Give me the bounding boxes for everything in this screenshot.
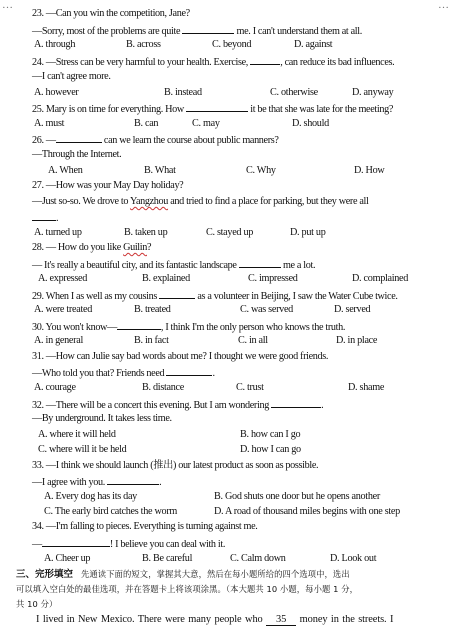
option-c[interactable]: C. Calm down bbox=[230, 553, 286, 564]
option-a[interactable]: A. however bbox=[34, 87, 79, 98]
option-b[interactable]: B. treated bbox=[134, 304, 171, 315]
question-31-response: —Who told you that? Friends need . bbox=[32, 368, 215, 379]
question-28-response: — It's really a beautiful city, and its fantastic landscape me a lot. bbox=[32, 260, 316, 271]
option-d[interactable]: D. How bbox=[354, 165, 385, 176]
option-b[interactable]: B. taken up bbox=[124, 227, 168, 238]
option-c[interactable]: C. trust bbox=[236, 382, 264, 393]
section-instructions: 先通读下面的短文，掌握其大意，然后在每小题所给的四个选项中，选出 bbox=[81, 569, 350, 579]
option-c[interactable]: C. impressed bbox=[248, 273, 298, 284]
section-3-heading bbox=[16, 568, 350, 581]
option-d[interactable]: D. served bbox=[334, 304, 371, 315]
answer-blank[interactable] bbox=[186, 102, 248, 112]
question-24-stem: 24. —Stress can be very harmful to your health. Exercise, , can reduce its bad influences. bbox=[32, 57, 395, 68]
option-a[interactable]: A. must bbox=[34, 118, 65, 129]
option-d[interactable]: D. how I can go bbox=[240, 444, 301, 455]
question-32-response: —By underground. It takes less time. bbox=[32, 413, 172, 424]
question-34-stem: 34. —I'm falling to pieces. Everything is turning against me. bbox=[32, 521, 258, 532]
option-b[interactable]: B. how can I go bbox=[240, 429, 301, 440]
section-instructions-end: 共 10 分） bbox=[16, 599, 58, 609]
question-32-stem: 32. —There will be a concert this evening. But I am wondering . bbox=[32, 400, 324, 411]
answer-blank[interactable] bbox=[239, 258, 281, 268]
option-a[interactable]: A. Every dog has its day bbox=[44, 491, 137, 502]
question-30-stem: 30. You won't know— , I think I'm the only person who knows the truth. bbox=[32, 322, 346, 333]
option-d[interactable]: D. Look out bbox=[330, 553, 377, 564]
option-a[interactable]: A. Cheer up bbox=[44, 553, 91, 564]
question-27-response: —Just so-so. We drove to Yangzhou and tried to find a place for parking, but they were all bbox=[32, 196, 369, 207]
question-31-stem: 31. —How can Julie say bad words about me? I thought we were good friends. bbox=[32, 351, 329, 362]
option-d[interactable]: D. anyway bbox=[352, 87, 394, 98]
answer-blank[interactable] bbox=[42, 537, 110, 547]
option-c[interactable]: C. may bbox=[192, 118, 220, 129]
option-d[interactable]: D. shame bbox=[348, 382, 385, 393]
option-b[interactable]: B. can bbox=[134, 118, 159, 129]
option-d[interactable]: D. in place bbox=[336, 335, 378, 346]
section-instructions-cont: 可以填入空白处的最佳选项，并在答题卡上将该项涂黑。（本大题共 10 小题，每小题 1 分， bbox=[16, 584, 359, 594]
question-33-stem: 33. —I think we should launch (推出) our latest product as soon as possible. bbox=[32, 460, 319, 471]
option-d[interactable]: D. A road of thousand miles begins with one step bbox=[214, 506, 400, 517]
option-c[interactable]: C. in all bbox=[238, 335, 268, 346]
question-23-response: —Sorry, most of the problems are quite me. I can't understand them at all. bbox=[32, 26, 362, 37]
option-b[interactable]: B. Be careful bbox=[142, 553, 193, 564]
question-33-response: —I agree with you. . bbox=[32, 477, 162, 488]
option-a[interactable]: A. When bbox=[48, 165, 83, 176]
option-b[interactable]: B. explained bbox=[142, 273, 190, 284]
question-26-response: —Through the Internet. bbox=[32, 149, 122, 160]
option-b[interactable]: B. What bbox=[144, 165, 176, 176]
option-a[interactable]: A. courage bbox=[34, 382, 76, 393]
question-34-response: — ! I believe you can deal with it. bbox=[32, 539, 226, 550]
option-c[interactable]: C. stayed up bbox=[206, 227, 254, 238]
option-c[interactable]: C. Why bbox=[246, 165, 276, 176]
option-b[interactable]: B. in fact bbox=[134, 335, 169, 346]
question-29-stem: 29. When I as well as my cousins as a volunteer in Beijing, I saw the Water Cube twice. bbox=[32, 291, 398, 302]
question-24-response: —I can't agree more. bbox=[32, 71, 111, 82]
answer-blank[interactable] bbox=[271, 398, 321, 408]
answer-blank[interactable] bbox=[32, 211, 56, 221]
option-c[interactable]: C. where will it be held bbox=[38, 444, 127, 455]
option-d[interactable]: D. against bbox=[294, 39, 333, 50]
question-27-response-cont: . bbox=[32, 211, 58, 225]
question-26-stem: 26. — can we learn the course about public manners? bbox=[32, 135, 279, 146]
option-a[interactable]: A. expressed bbox=[38, 273, 88, 284]
option-b[interactable]: B. across bbox=[126, 39, 161, 50]
option-c[interactable]: C. was served bbox=[240, 304, 293, 315]
answer-blank[interactable] bbox=[166, 366, 212, 376]
corner-mark-left: … bbox=[2, 0, 13, 11]
question-27-stem: 27. —How was your May Day holiday? bbox=[32, 180, 184, 191]
answer-blank[interactable] bbox=[117, 320, 161, 330]
option-b[interactable]: B. God shuts one door but he opens another bbox=[214, 491, 380, 502]
option-d[interactable]: D. put up bbox=[290, 227, 326, 238]
option-d[interactable]: D. complained bbox=[352, 273, 409, 284]
passage-blank-35[interactable]: 35 bbox=[266, 614, 296, 626]
answer-blank[interactable] bbox=[182, 24, 234, 34]
option-a[interactable]: A. were treated bbox=[34, 304, 93, 315]
question-25-stem: 25. Mary is on time for everything. How it be that she was late for the meeting? bbox=[32, 104, 393, 115]
option-c[interactable]: C. otherwise bbox=[270, 87, 318, 98]
answer-blank[interactable] bbox=[250, 55, 280, 65]
option-d[interactable]: D. should bbox=[292, 118, 329, 129]
option-c[interactable]: C. beyond bbox=[212, 39, 252, 50]
option-a[interactable]: A. where it will held bbox=[38, 429, 116, 440]
question-23-stem: 23. —Can you win the competition, Jane? bbox=[32, 8, 190, 19]
option-b[interactable]: B. distance bbox=[142, 382, 184, 393]
option-c[interactable]: C. The early bird catches the worm bbox=[44, 506, 178, 517]
option-a[interactable]: A. through bbox=[34, 39, 76, 50]
answer-blank[interactable] bbox=[56, 133, 102, 143]
corner-mark-right: … bbox=[438, 0, 449, 11]
passage-first-line: I lived in New Mexico. There were many people who 35 money in the streets. I bbox=[36, 614, 394, 625]
section-title: 三、完形填空 bbox=[16, 569, 74, 580]
option-b[interactable]: B. instead bbox=[164, 87, 202, 98]
question-28-stem: 28. — How do you like Guilin? bbox=[32, 242, 152, 253]
option-a[interactable]: A. turned up bbox=[34, 227, 82, 238]
option-a[interactable]: A. in general bbox=[34, 335, 83, 346]
answer-blank[interactable] bbox=[159, 289, 195, 299]
answer-blank[interactable] bbox=[107, 475, 159, 485]
